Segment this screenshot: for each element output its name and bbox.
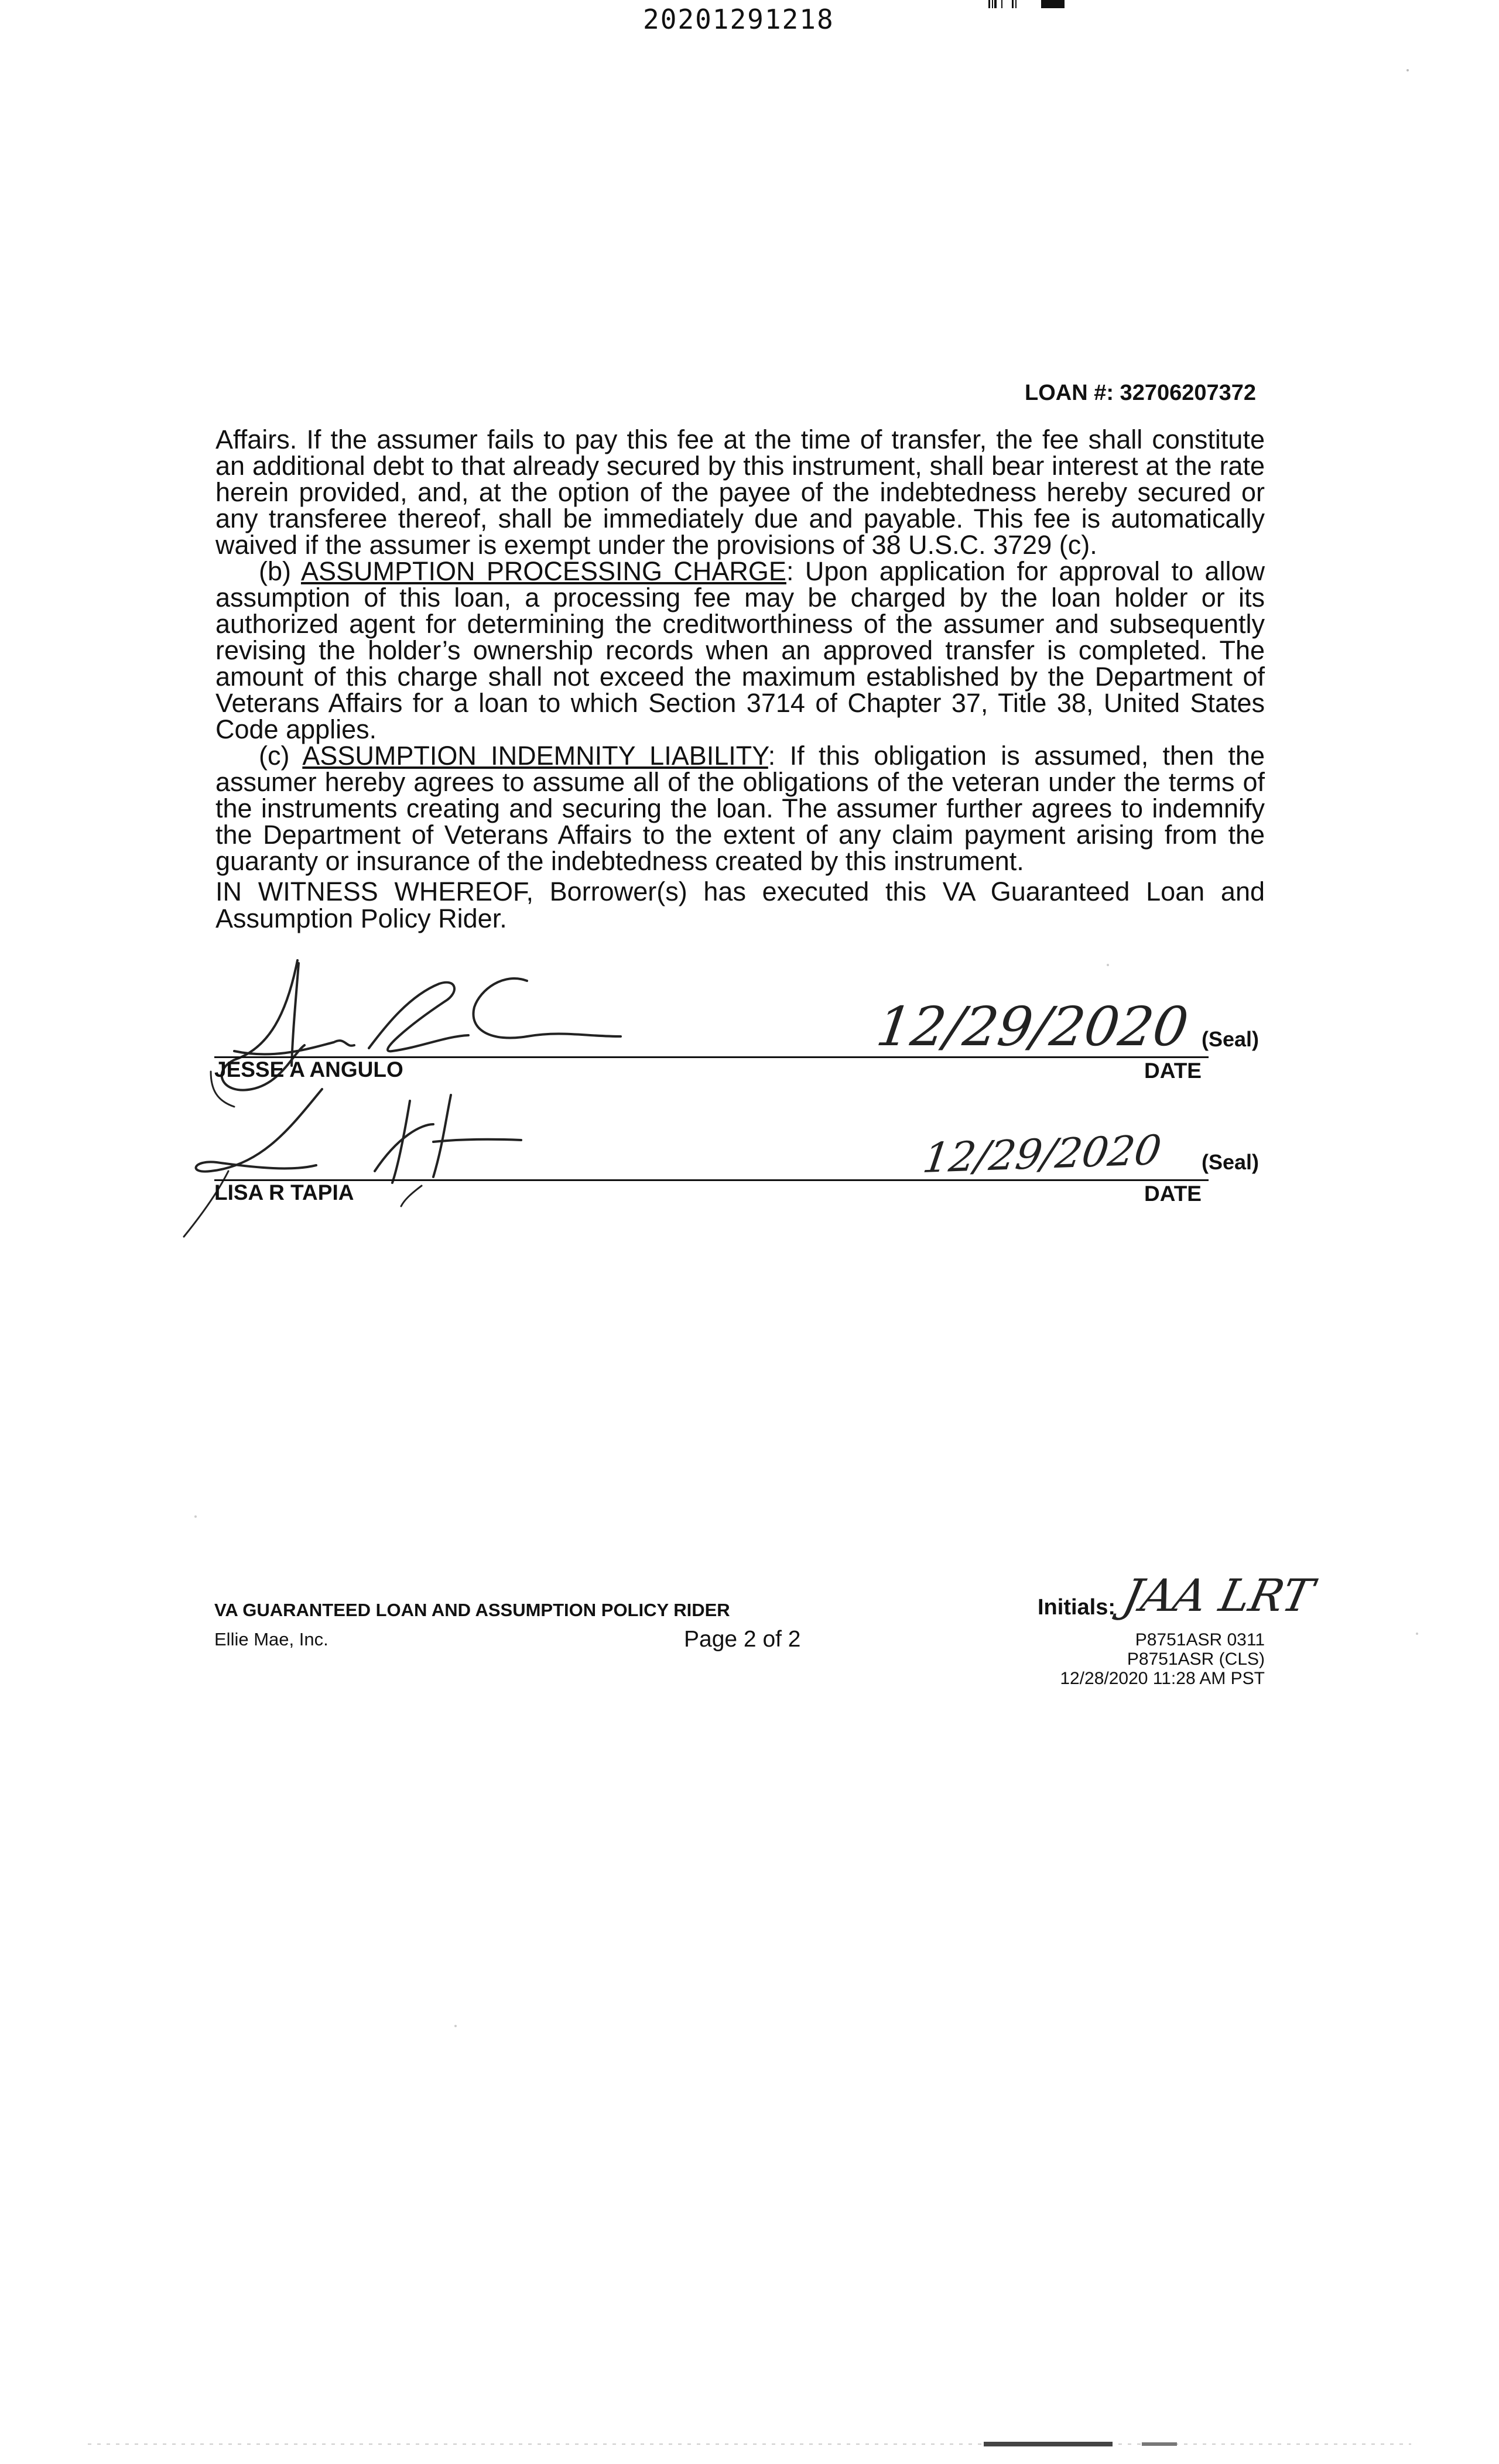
initials-label: Initials: xyxy=(1038,1595,1116,1620)
signer-name-lisa: LISA R TAPIA xyxy=(214,1180,354,1204)
page-number: Page 2 of 2 xyxy=(684,1627,801,1652)
seal-label-lisa: (Seal) xyxy=(1202,1150,1260,1174)
seal-label-jesse: (Seal) xyxy=(1202,1027,1260,1051)
form-codes xyxy=(1031,1630,1265,1688)
witness-clause: IN WITNESS WHEREOF, Borrower(s) has executed this VA Guaranteed Loan and Assumption Policy Rider. xyxy=(215,877,1265,933)
signer-name-jesse: JESSE A ANGULO xyxy=(214,1058,403,1082)
date-label-jesse: DATE xyxy=(1144,1059,1202,1083)
recording-document-number: 20201291218 xyxy=(643,4,834,35)
section-b-prefix: (b) xyxy=(259,556,301,586)
section-c-prefix: (c) xyxy=(259,741,303,771)
form-title: VA GUARANTEED LOAN AND ASSUMPTION POLICY RIDER xyxy=(214,1600,730,1620)
barcode-fragment xyxy=(988,0,1070,8)
section-c xyxy=(215,742,1265,874)
form-timestamp: 12/28/2020 11:28 AM PST xyxy=(1060,1669,1265,1688)
scan-edge-marks xyxy=(88,2441,1411,2448)
rider-body xyxy=(215,426,1265,874)
section-b xyxy=(215,558,1265,742)
handwritten-date-jesse: 12/29/2020 xyxy=(872,995,1192,1058)
loan-number: LOAN #: 32706207372 xyxy=(1025,381,1257,405)
section-c-heading: ASSUMPTION INDEMNITY LIABILITY xyxy=(302,741,768,771)
section-b-text: : Upon application for approval to allow assumption of this loan, a processing fee may be charged by the loan holder or its authorized agent for determining the creditworthiness of the assumer and subsequently revising the holder’s ownership records when an approved transfer is completed. The amount of this charge shall not exceed the maximum established by the Department of Veterans Affairs for a loan to which Section 3714 of Chapter 37, Title 38, United States Code applies. xyxy=(215,556,1265,744)
form-company: Ellie Mae, Inc. xyxy=(214,1629,328,1649)
section-b-heading: ASSUMPTION PROCESSING CHARGE xyxy=(300,556,786,586)
handwritten-initials: JAA LRT xyxy=(1118,1569,1318,1621)
paragraph-affairs: Affairs. If the assumer fails to pay this fee at the time of transfer, the fee shall constitute an additional debt to that already secured by this instrument, shall bear interest at the rate herein provided, and, at the option of the payee of the indebtedness hereby secured or any transferee thereof, shall be immediately due and payable. This fee is automatically waived if the assumer is exempt under the provisions of 38 U.S.C. 3729 (c). xyxy=(215,425,1265,560)
form-code-2: P8751ASR (CLS) xyxy=(1127,1649,1265,1669)
signature-lisa-tapia xyxy=(176,1083,539,1241)
form-code-1: P8751ASR 0311 xyxy=(1135,1630,1265,1649)
handwritten-date-lisa: 12/29/2020 xyxy=(920,1125,1165,1183)
signature-line-lisa xyxy=(214,1179,1209,1181)
section-c-text: : If this obligation is assumed, then the assumer hereby agrees to assume all of the obligations of the veteran under the terms of the instruments creating and securing the loan. The assumer further agrees to indemnify the Department of Veterans Affairs to the extent of any claim payment arising from the guaranty or insurance of the indebtedness created by this instrument. xyxy=(215,741,1265,876)
date-label-lisa: DATE xyxy=(1144,1182,1202,1206)
